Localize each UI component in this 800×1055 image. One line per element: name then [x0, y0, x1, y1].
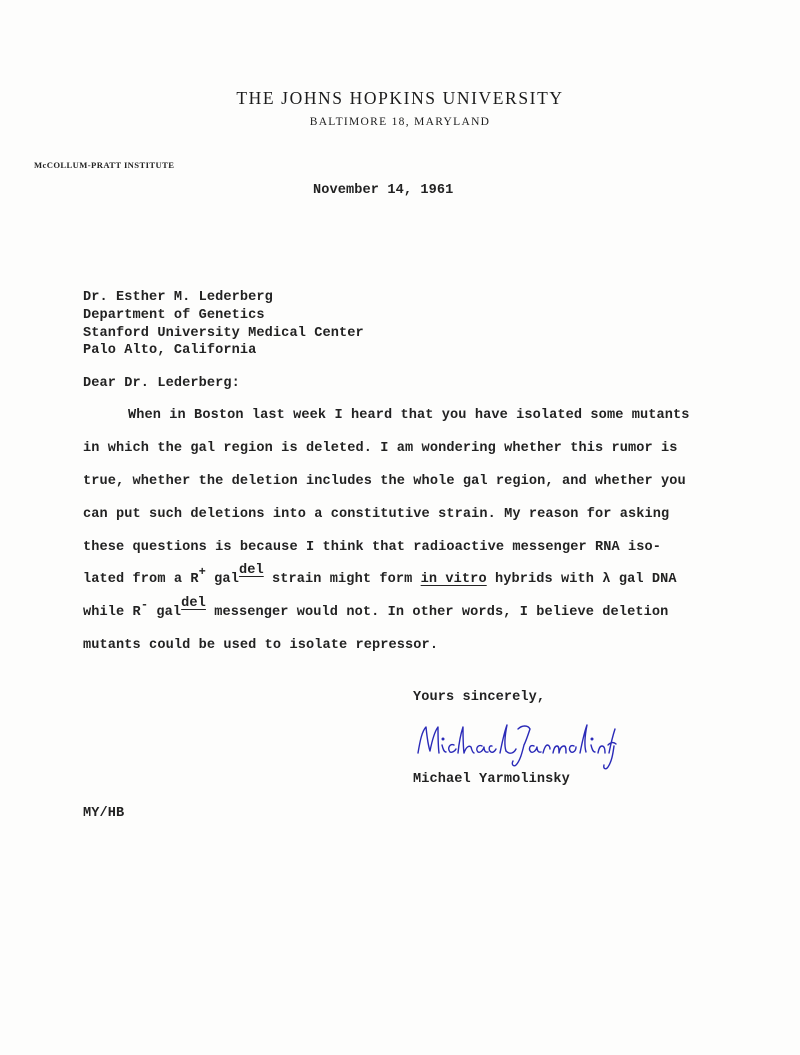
body-line-7: [83, 596, 669, 620]
in-vitro-underlined: in vitro: [420, 572, 487, 587]
recipient-department: Department of Genetics: [83, 308, 265, 323]
letter-date: November 14, 1961: [313, 183, 454, 198]
body-line-8: mutants could be used to isolate repressor.: [83, 638, 439, 653]
letterhead-institute: McCOLLUM-PRATT INSTITUTE: [34, 160, 175, 170]
signer-name: Michael Yarmolinsky: [413, 772, 570, 787]
body-line-5: these questions is because I think that radioactive messenger RNA iso-: [83, 540, 662, 555]
body-line-6-text-b: strain might form: [263, 572, 421, 587]
typist-initials: MY/HB: [83, 806, 125, 821]
body-line-6-text-c: hybrids with λ gal DNA: [486, 572, 677, 587]
body-line-1: When in Boston last week I heard that you have isolated some mutants: [128, 408, 690, 423]
superscript-del: del: [238, 563, 264, 578]
body-line-7-gal: gal: [148, 605, 182, 620]
superscript-del-2: del: [181, 596, 206, 611]
body-line-6-text-a: lated from a R: [83, 572, 199, 587]
superscript-plus: +: [198, 565, 206, 579]
body-line-6: [83, 563, 677, 587]
body-line-7-text-a: while R: [83, 605, 141, 620]
handwritten-signature: [408, 715, 623, 775]
recipient-institution: Stanford University Medical Center: [83, 326, 364, 341]
salutation: Dear Dr. Lederberg:: [83, 376, 240, 391]
body-line-7-text-b: messenger would not. In other words, I believe deletion: [205, 605, 669, 620]
closing: Yours sincerely,: [413, 690, 546, 705]
recipient-name: Dr. Esther M. Lederberg: [83, 290, 273, 305]
letterhead-university: THE JOHNS HOPKINS UNIVERSITY: [236, 88, 564, 108]
body-line-4: can put such deletions into a constitutive strain. My reason for asking: [83, 507, 670, 522]
body-line-6-gal: gal: [205, 572, 239, 587]
body-line-2: in which the gal region is deleted. I am wondering whether this rumor is: [83, 441, 678, 456]
signature-script-text: [0, 0, 1, 1]
letterhead-location: BALTIMORE 18, MARYLAND: [309, 116, 491, 128]
superscript-minus: -: [140, 598, 149, 612]
body-line-3: true, whether the deletion includes the whole gal region, and whether you: [83, 474, 686, 489]
recipient-city: Palo Alto, California: [83, 343, 257, 358]
